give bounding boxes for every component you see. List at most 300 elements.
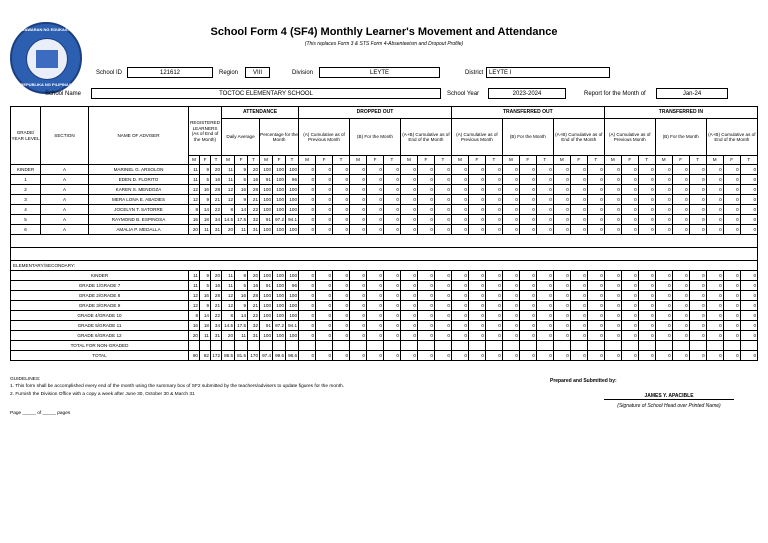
movement-count-cell: [655, 341, 672, 351]
percentage-cell: 100: [260, 205, 273, 215]
movement-count-cell: 0: [434, 175, 451, 185]
movement-count-cell: 0: [519, 281, 536, 291]
daily-average-cell: 16: [235, 185, 248, 195]
section-cell: A: [41, 205, 89, 215]
percentage-cell: 100: [273, 311, 286, 321]
movement-count-cell: 0: [502, 301, 519, 311]
movement-count-cell: 0: [536, 291, 553, 301]
sex-m-header: M: [189, 156, 200, 165]
section-cell: A: [41, 165, 89, 175]
movement-count-cell: 0: [350, 331, 367, 341]
movement-count-cell: 0: [383, 225, 400, 235]
percentage-cell: 100: [260, 271, 273, 281]
daily-average-cell: 31: [248, 331, 260, 341]
transferred-in-cum-prev-header: (A) Cumulative as of Previous Month: [604, 119, 655, 156]
movement-count-cell: 0: [689, 225, 706, 235]
daily-average-cell: 170: [248, 351, 260, 361]
movement-count-cell: 0: [536, 225, 553, 235]
movement-count-cell: 0: [604, 301, 621, 311]
movement-count-cell: 0: [587, 195, 604, 205]
movement-count-cell: 0: [706, 301, 723, 311]
adviser-header: NAME OF ADVISER: [89, 107, 189, 165]
movement-count-cell: 0: [672, 215, 689, 225]
daily-average-cell: 12: [222, 301, 235, 311]
movement-count-cell: 0: [587, 301, 604, 311]
school-year-label: School Year: [447, 91, 480, 97]
percentage-cell: 99.6: [273, 351, 286, 361]
summary-level-cell: GRADE 6/GRADE 12: [11, 331, 189, 341]
movement-count-cell: 0: [333, 225, 350, 235]
movement-count-cell: 0: [587, 215, 604, 225]
registered-cell: 12: [189, 291, 200, 301]
percentage-cell: 100: [273, 185, 286, 195]
movement-count-cell: 0: [383, 195, 400, 205]
sex-m-header: M: [655, 156, 672, 165]
daily-average-cell: 8: [222, 311, 235, 321]
movement-count-cell: 0: [468, 311, 485, 321]
movement-count-cell: 0: [316, 185, 333, 195]
movement-count-cell: 0: [604, 291, 621, 301]
signatory-caption: (Signature of School Head over Printed Name): [617, 403, 721, 409]
movement-count-cell: 0: [400, 301, 417, 311]
movement-count-cell: 0: [553, 185, 570, 195]
movement-count-cell: 0: [485, 351, 502, 361]
movement-count-cell: 0: [299, 351, 316, 361]
movement-count-cell: 0: [316, 271, 333, 281]
movement-count-cell: [417, 341, 434, 351]
sex-t-header: T: [638, 156, 655, 165]
movement-count-cell: 0: [417, 215, 434, 225]
movement-count-cell: 0: [417, 321, 434, 331]
movement-count-cell: 0: [299, 185, 316, 195]
movement-count-cell: 0: [519, 215, 536, 225]
sex-m-header: M: [553, 156, 570, 165]
movement-count-cell: 0: [366, 195, 383, 205]
report-month-field: Jan-24: [656, 88, 728, 99]
movement-count-cell: 0: [400, 215, 417, 225]
movement-count-cell: 0: [519, 311, 536, 321]
movement-count-cell: 0: [553, 331, 570, 341]
movement-count-cell: 0: [519, 271, 536, 281]
movement-count-cell: 0: [451, 271, 468, 281]
movement-count-cell: 0: [553, 321, 570, 331]
sex-t-header: T: [740, 156, 757, 165]
sex-m-header: M: [451, 156, 468, 165]
movement-count-cell: 0: [485, 185, 502, 195]
movement-count-cell: 0: [570, 225, 587, 235]
movement-count-cell: 0: [468, 281, 485, 291]
movement-count-cell: 0: [570, 195, 587, 205]
section-cell: A: [41, 195, 89, 205]
daily-average-cell: 20: [222, 225, 235, 235]
movement-count-cell: [706, 341, 723, 351]
dropped-cum-prev-header: (A) Cumulative as of Previous Month: [299, 119, 350, 156]
transferred-out-header: TRANSFERRED OUT: [451, 107, 604, 119]
movement-count-cell: 0: [587, 351, 604, 361]
movement-count-cell: 0: [638, 321, 655, 331]
movement-count-cell: 0: [655, 165, 672, 175]
movement-count-cell: 0: [672, 321, 689, 331]
movement-count-cell: 0: [434, 271, 451, 281]
movement-count-cell: 0: [553, 281, 570, 291]
movement-count-cell: 0: [740, 215, 757, 225]
school-id-field: 121612: [127, 67, 213, 78]
movement-count-cell: 0: [672, 165, 689, 175]
movement-count-cell: 0: [740, 165, 757, 175]
daily-average-cell: 32: [248, 215, 260, 225]
section-row: [11, 165, 758, 175]
movement-count-cell: 0: [333, 165, 350, 175]
percentage-cell: 100: [273, 301, 286, 311]
registered-cell: 22: [211, 311, 222, 321]
percentage-cell: 94.1: [286, 321, 299, 331]
movement-count-cell: 0: [723, 321, 740, 331]
movement-count-cell: 0: [587, 311, 604, 321]
movement-count-cell: 0: [417, 331, 434, 341]
registered-cell: 34: [211, 321, 222, 331]
movement-count-cell: 0: [621, 205, 638, 215]
registered-cell: 172: [211, 351, 222, 361]
summary-level-cell: GRADE 5/GRADE 11: [11, 321, 189, 331]
summary-row: [11, 271, 758, 281]
movement-count-cell: 0: [723, 195, 740, 205]
movement-count-cell: 0: [383, 331, 400, 341]
percentage-cell: 96: [286, 175, 299, 185]
movement-count-cell: 0: [570, 271, 587, 281]
percentage-cell: [286, 341, 299, 351]
percentage-cell: 97.2: [273, 321, 286, 331]
movement-count-cell: 0: [485, 281, 502, 291]
movement-count-cell: 0: [723, 175, 740, 185]
movement-count-cell: 0: [383, 321, 400, 331]
registered-cell: 90: [189, 351, 200, 361]
sex-m-header: M: [350, 156, 367, 165]
movement-count-cell: 0: [400, 271, 417, 281]
movement-count-cell: 0: [587, 281, 604, 291]
movement-count-cell: 0: [689, 301, 706, 311]
sex-f-header: F: [723, 156, 740, 165]
registered-cell: 20: [189, 225, 200, 235]
movement-count-cell: 0: [468, 351, 485, 361]
movement-count-cell: [434, 341, 451, 351]
movement-count-cell: 0: [638, 195, 655, 205]
percentage-cell: 100: [273, 175, 286, 185]
percentage-cell: 100: [273, 165, 286, 175]
spacer-cell: [11, 248, 758, 261]
summary-level-cell: GRADE 2/GRADE 8: [11, 291, 189, 301]
movement-count-cell: 0: [451, 291, 468, 301]
sex-f-header: F: [200, 156, 211, 165]
registered-cell: 21: [211, 195, 222, 205]
sex-m-header: M: [502, 156, 519, 165]
movement-count-cell: 0: [333, 291, 350, 301]
movement-count-cell: 0: [299, 225, 316, 235]
daily-average-cell: [248, 341, 260, 351]
movement-count-cell: 0: [350, 175, 367, 185]
registered-cell: 14: [200, 205, 211, 215]
movement-count-cell: 0: [740, 205, 757, 215]
movement-count-cell: 0: [400, 195, 417, 205]
movement-count-cell: 0: [400, 205, 417, 215]
movement-count-cell: 0: [672, 331, 689, 341]
movement-count-cell: 0: [350, 311, 367, 321]
registered-cell: 82: [200, 351, 211, 361]
movement-count-cell: [587, 341, 604, 351]
dropped-out-header: DROPPED OUT: [299, 107, 452, 119]
movement-count-cell: 0: [519, 185, 536, 195]
registered-cell: 16: [211, 175, 222, 185]
movement-count-cell: 0: [740, 321, 757, 331]
percentage-cell: 97.2: [273, 215, 286, 225]
movement-count-cell: 0: [400, 185, 417, 195]
adviser-cell: KAREN S. MENDOZA: [89, 185, 189, 195]
movement-count-cell: 0: [299, 175, 316, 185]
percentage-cell: 100: [260, 331, 273, 341]
movement-count-cell: 0: [485, 215, 502, 225]
daily-average-cell: 88.5: [222, 351, 235, 361]
sex-f-header: F: [417, 156, 434, 165]
daily-average-cell: 11: [235, 225, 248, 235]
summary-row: [11, 311, 758, 321]
movement-count-cell: 0: [621, 331, 638, 341]
movement-count-cell: [468, 341, 485, 351]
movement-count-cell: 0: [655, 331, 672, 341]
movement-count-cell: 0: [316, 321, 333, 331]
sex-t-header: T: [536, 156, 553, 165]
movement-count-cell: 0: [434, 321, 451, 331]
summary-row: [11, 341, 758, 351]
percentage-cell: 100: [260, 185, 273, 195]
movement-count-cell: 0: [621, 165, 638, 175]
movement-count-cell: 0: [655, 175, 672, 185]
movement-count-cell: 0: [638, 271, 655, 281]
movement-count-cell: 0: [587, 271, 604, 281]
sf4-table: [10, 106, 758, 361]
percentage-cell: 100: [286, 185, 299, 195]
movement-count-cell: 0: [689, 321, 706, 331]
daily-average-cell: 14: [235, 311, 248, 321]
movement-count-cell: 0: [502, 175, 519, 185]
movement-count-cell: 0: [536, 175, 553, 185]
daily-average-cell: 21: [248, 195, 260, 205]
movement-count-cell: 0: [485, 301, 502, 311]
movement-count-cell: 0: [485, 271, 502, 281]
movement-count-cell: 0: [723, 271, 740, 281]
movement-count-cell: 0: [366, 165, 383, 175]
movement-count-cell: 0: [604, 321, 621, 331]
movement-count-cell: 0: [655, 215, 672, 225]
registered-cell: 11: [200, 331, 211, 341]
movement-count-cell: 0: [740, 301, 757, 311]
movement-count-cell: 0: [299, 195, 316, 205]
movement-count-cell: 0: [468, 185, 485, 195]
registered-cell: 31: [211, 225, 222, 235]
movement-count-cell: 0: [417, 225, 434, 235]
grade-cell: 4: [11, 205, 41, 215]
movement-count-cell: 0: [706, 331, 723, 341]
movement-count-cell: 0: [604, 205, 621, 215]
registered-header: REGISTERED LEARNERS (As of End of the Month): [189, 107, 222, 156]
movement-count-cell: 0: [485, 321, 502, 331]
summary-level-cell: GRADE 4/GRADE 10: [11, 311, 189, 321]
sex-f-header: F: [316, 156, 333, 165]
movement-count-cell: 0: [740, 311, 757, 321]
movement-count-cell: 0: [502, 185, 519, 195]
movement-count-cell: 0: [417, 195, 434, 205]
movement-count-cell: 0: [417, 351, 434, 361]
movement-count-cell: 0: [706, 271, 723, 281]
movement-count-cell: 0: [502, 311, 519, 321]
movement-count-cell: 0: [400, 311, 417, 321]
movement-count-cell: 0: [333, 185, 350, 195]
movement-count-cell: 0: [400, 291, 417, 301]
percentage-cell: 97.4: [260, 351, 273, 361]
adviser-cell: RAYMOND B. ESPINOSA: [89, 215, 189, 225]
movement-count-cell: [570, 341, 587, 351]
sex-t-header: T: [286, 156, 299, 165]
movement-count-cell: 0: [383, 165, 400, 175]
movement-count-cell: 0: [740, 291, 757, 301]
movement-count-cell: 0: [723, 205, 740, 215]
movement-count-cell: 0: [316, 331, 333, 341]
movement-count-cell: 0: [366, 351, 383, 361]
movement-count-cell: 0: [451, 321, 468, 331]
movement-count-cell: 0: [417, 205, 434, 215]
percentage-cell: 100: [286, 225, 299, 235]
movement-count-cell: 0: [502, 331, 519, 341]
daily-average-cell: 11: [235, 331, 248, 341]
registered-cell: 21: [211, 301, 222, 311]
sex-f-header: F: [273, 156, 286, 165]
movement-count-cell: 0: [417, 301, 434, 311]
movement-count-cell: 0: [316, 225, 333, 235]
movement-count-cell: [299, 341, 316, 351]
movement-count-cell: 0: [451, 225, 468, 235]
movement-count-cell: 0: [333, 331, 350, 341]
grade-cell: KINDER: [11, 165, 41, 175]
movement-count-cell: 0: [723, 291, 740, 301]
registered-cell: 9: [200, 301, 211, 311]
movement-count-cell: 0: [417, 311, 434, 321]
movement-count-cell: 0: [400, 225, 417, 235]
movement-count-cell: [740, 341, 757, 351]
movement-count-cell: 0: [299, 291, 316, 301]
movement-count-cell: 0: [706, 281, 723, 291]
movement-count-cell: 0: [655, 185, 672, 195]
movement-count-cell: 0: [621, 321, 638, 331]
movement-count-cell: 0: [536, 165, 553, 175]
movement-count-cell: 0: [553, 351, 570, 361]
movement-count-cell: 0: [740, 195, 757, 205]
movement-count-cell: 0: [638, 225, 655, 235]
daily-average-cell: 14.5: [222, 215, 235, 225]
daily-average-cell: 20: [248, 165, 260, 175]
movement-count-cell: 0: [451, 311, 468, 321]
movement-count-cell: 0: [417, 281, 434, 291]
movement-count-cell: [519, 341, 536, 351]
movement-count-cell: 0: [638, 281, 655, 291]
daily-average-cell: [235, 341, 248, 351]
transferred-out-cum-end-header: (A+B) Cumulative as of End of the Month: [553, 119, 604, 156]
movement-count-cell: 0: [366, 311, 383, 321]
movement-count-cell: 0: [723, 165, 740, 175]
movement-count-cell: 0: [536, 281, 553, 291]
daily-average-cell: 11: [222, 281, 235, 291]
movement-count-cell: 0: [723, 311, 740, 321]
daily-average-cell: 81.5: [235, 351, 248, 361]
registered-cell: 20: [211, 165, 222, 175]
movement-count-cell: 0: [434, 301, 451, 311]
movement-count-cell: 0: [316, 351, 333, 361]
registered-cell: 12: [189, 195, 200, 205]
movement-count-cell: 0: [570, 321, 587, 331]
movement-count-cell: 0: [316, 281, 333, 291]
movement-count-cell: 0: [604, 311, 621, 321]
movement-count-cell: 0: [553, 311, 570, 321]
movement-count-cell: 0: [689, 215, 706, 225]
movement-count-cell: 0: [468, 175, 485, 185]
movement-count-cell: [485, 341, 502, 351]
movement-count-cell: 0: [502, 215, 519, 225]
movement-count-cell: 0: [451, 165, 468, 175]
registered-cell: 18: [200, 215, 211, 225]
movement-count-cell: 0: [655, 311, 672, 321]
movement-count-cell: 0: [621, 311, 638, 321]
page-counter: Page _____ of _____ pages: [10, 411, 71, 416]
daily-average-cell: 8: [222, 205, 235, 215]
daily-average-cell: [222, 341, 235, 351]
movement-count-cell: 0: [689, 165, 706, 175]
daily-average-cell: 22: [248, 205, 260, 215]
registered-cell: 12: [189, 301, 200, 311]
movement-count-cell: 0: [689, 311, 706, 321]
movement-count-cell: 0: [333, 195, 350, 205]
sex-m-header: M: [222, 156, 235, 165]
movement-count-cell: 0: [587, 175, 604, 185]
movement-count-cell: 0: [638, 331, 655, 341]
movement-count-cell: 0: [468, 195, 485, 205]
movement-count-cell: 0: [350, 185, 367, 195]
movement-count-cell: 0: [502, 195, 519, 205]
movement-count-cell: 0: [519, 225, 536, 235]
summary-level-cell: TOTAL: [11, 351, 189, 361]
movement-count-cell: 0: [672, 311, 689, 321]
registered-cell: [211, 341, 222, 351]
section-row: [11, 185, 758, 195]
movement-count-cell: [350, 341, 367, 351]
movement-count-cell: 0: [299, 271, 316, 281]
daily-average-cell: 16: [248, 175, 260, 185]
section-row: [11, 215, 758, 225]
percentage-cell: 96: [286, 281, 299, 291]
registered-cell: 16: [200, 185, 211, 195]
transferred-in-header: TRANSFERRED IN: [604, 107, 757, 119]
movement-count-cell: 0: [570, 331, 587, 341]
movement-count-cell: 0: [366, 175, 383, 185]
movement-count-cell: [383, 341, 400, 351]
summary-level-cell: GRADE 3/GRADE 9: [11, 301, 189, 311]
registered-cell: 11: [189, 165, 200, 175]
movement-count-cell: 0: [621, 301, 638, 311]
sex-t-header: T: [587, 156, 604, 165]
movement-count-cell: 0: [333, 311, 350, 321]
percentage-cell: 100: [286, 311, 299, 321]
movement-count-cell: 0: [299, 215, 316, 225]
movement-count-cell: 0: [689, 281, 706, 291]
movement-count-cell: 0: [536, 195, 553, 205]
registered-cell: 31: [211, 331, 222, 341]
movement-count-cell: 0: [570, 291, 587, 301]
